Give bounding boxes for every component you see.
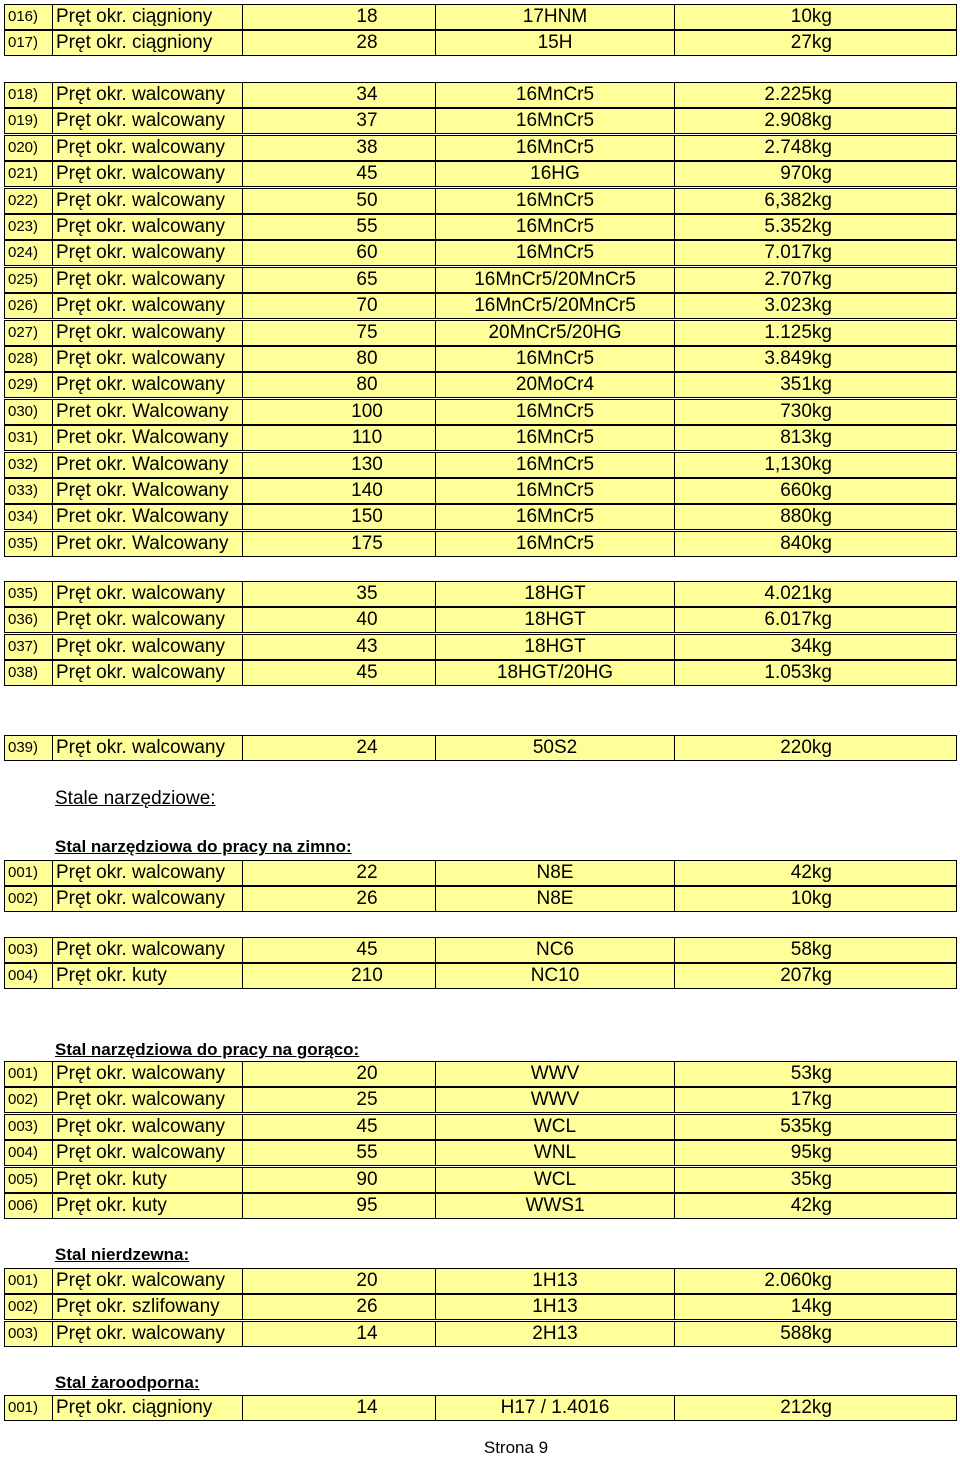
steel-grade: NC10 — [435, 963, 675, 989]
table-row — [4, 531, 957, 557]
diameter: 20 — [242, 1061, 436, 1087]
steel-grade: N8E — [435, 886, 675, 912]
product-name: Pręt okr. walcowany — [52, 82, 243, 108]
diameter: 14 — [242, 1321, 436, 1347]
weight: 813kg — [674, 425, 957, 451]
weight: 10kg — [674, 886, 957, 912]
diameter: 24 — [242, 735, 436, 761]
product-name: Pręt okr. walcowany — [52, 240, 243, 266]
row-number: 004) — [4, 963, 53, 989]
weight: 1,130kg — [674, 452, 957, 478]
table-row — [4, 1268, 957, 1294]
weight: 14kg — [674, 1294, 957, 1320]
diameter: 18 — [242, 4, 436, 30]
table-row — [4, 660, 957, 686]
table-row — [4, 1114, 957, 1140]
weight: 35kg — [674, 1167, 957, 1193]
row-number: 002) — [4, 886, 53, 912]
row-number: 036) — [4, 607, 53, 633]
product-name: Pręt okr. walcowany — [52, 937, 243, 963]
diameter: 100 — [242, 399, 436, 425]
table-row — [4, 1167, 957, 1193]
weight: 3.849kg — [674, 346, 957, 372]
product-name: Pręt okr. szlifowany — [52, 1294, 243, 1320]
weight: 6.017kg — [674, 607, 957, 633]
weight: 880kg — [674, 504, 957, 530]
row-number: 001) — [4, 1061, 53, 1087]
table-row — [4, 320, 957, 346]
diameter: 43 — [242, 634, 436, 660]
steel-grade: 18HGT — [435, 607, 675, 633]
steel-grade: WCL — [435, 1114, 675, 1140]
table-row — [4, 1140, 957, 1166]
table-row — [4, 886, 957, 912]
diameter: 28 — [242, 30, 436, 56]
weight: 2.060kg — [674, 1268, 957, 1294]
table-row — [4, 161, 957, 187]
subtitle-cold-work: Stal narzędziowa do pracy na zimno: — [55, 837, 352, 856]
product-name: Pręt okr. walcowany — [52, 581, 243, 607]
product-name: Pręt okr. Walcowany — [52, 478, 243, 504]
table-row — [4, 399, 957, 425]
diameter: 140 — [242, 478, 436, 504]
steel-grade: WWV — [435, 1061, 675, 1087]
steel-grade: 16MnCr5 — [435, 531, 675, 557]
diameter: 60 — [242, 240, 436, 266]
steel-grade: 16MnCr5 — [435, 240, 675, 266]
steel-grade: 1H13 — [435, 1294, 675, 1320]
table-row — [4, 1395, 957, 1421]
table-row — [4, 425, 957, 451]
table-row — [4, 82, 957, 108]
table-row — [4, 188, 957, 214]
steel-grade: 16MnCr5 — [435, 504, 675, 530]
row-number: 017) — [4, 30, 53, 56]
product-name: Pręt okr. kuty — [52, 1167, 243, 1193]
diameter: 45 — [242, 937, 436, 963]
table-row — [4, 240, 957, 266]
table-row — [4, 293, 957, 319]
product-name: Pręt okr. walcowany — [52, 135, 243, 161]
table-row — [4, 372, 957, 398]
row-number: 032) — [4, 452, 53, 478]
row-number: 027) — [4, 320, 53, 346]
row-number: 035) — [4, 581, 53, 607]
row-number: 024) — [4, 240, 53, 266]
weight: 10kg — [674, 4, 957, 30]
row-number: 025) — [4, 267, 53, 293]
table-row — [4, 735, 957, 761]
subtitle-heat-resistant: Stal żaroodporna: — [55, 1373, 200, 1392]
weight: 220kg — [674, 735, 957, 761]
table-row — [4, 963, 957, 989]
product-name: Pręt okr. walcowany — [52, 372, 243, 398]
row-number: 003) — [4, 1321, 53, 1347]
weight: 1.053kg — [674, 660, 957, 686]
row-number: 018) — [4, 82, 53, 108]
weight: 351kg — [674, 372, 957, 398]
product-name: Pręt okr. ciągniony — [52, 30, 243, 56]
steel-grade: 2H13 — [435, 1321, 675, 1347]
diameter: 14 — [242, 1395, 436, 1421]
row-number: 026) — [4, 293, 53, 319]
product-name: Pręt okr. walcowany — [52, 1114, 243, 1140]
steel-grade: 16MnCr5 — [435, 452, 675, 478]
section-title: Stale narzędziowe: — [55, 788, 216, 809]
steel-grade: 16MnCr5 — [435, 82, 675, 108]
table-row — [4, 1294, 957, 1320]
diameter: 38 — [242, 135, 436, 161]
weight: 53kg — [674, 1061, 957, 1087]
subtitle-hot-work: Stal narzędziowa do pracy na gorąco: — [55, 1040, 360, 1059]
weight: 840kg — [674, 531, 957, 557]
steel-grade: NC6 — [435, 937, 675, 963]
steel-grade: 50S2 — [435, 735, 675, 761]
table-row — [4, 267, 957, 293]
table-row — [4, 937, 957, 963]
diameter: 26 — [242, 886, 436, 912]
steel-grade: 16MnCr5 — [435, 135, 675, 161]
table-row — [4, 634, 957, 660]
product-name: Pręt okr. walcowany — [52, 735, 243, 761]
page-footer: Strona 9 — [483, 1438, 549, 1457]
product-name: Pręt okr. walcowany — [52, 1321, 243, 1347]
row-number: 023) — [4, 214, 53, 240]
diameter: 110 — [242, 425, 436, 451]
weight: 207kg — [674, 963, 957, 989]
weight: 58kg — [674, 937, 957, 963]
steel-grade: 20MoCr4 — [435, 372, 675, 398]
steel-grade: 1H13 — [435, 1268, 675, 1294]
weight: 2.225kg — [674, 82, 957, 108]
diameter: 70 — [242, 293, 436, 319]
diameter: 80 — [242, 372, 436, 398]
row-number: 022) — [4, 188, 53, 214]
product-name: Pręt okr. walcowany — [52, 346, 243, 372]
table-row — [4, 4, 957, 30]
diameter: 150 — [242, 504, 436, 530]
weight: 17kg — [674, 1087, 957, 1113]
diameter: 210 — [242, 963, 436, 989]
steel-grade: 16MnCr5 — [435, 214, 675, 240]
table-row — [4, 581, 957, 607]
row-number: 039) — [4, 735, 53, 761]
steel-grade: 16MnCr5 — [435, 425, 675, 451]
row-number: 016) — [4, 4, 53, 30]
row-number: 002) — [4, 1087, 53, 1113]
steel-grade: 16MnCr5 — [435, 188, 675, 214]
row-number: 002) — [4, 1294, 53, 1320]
row-number: 033) — [4, 478, 53, 504]
table-row — [4, 1061, 957, 1087]
diameter: 35 — [242, 581, 436, 607]
product-name: Pręt okr. walcowany — [52, 634, 243, 660]
steel-grade: 16MnCr5 — [435, 478, 675, 504]
table-row — [4, 1321, 957, 1347]
row-number: 034) — [4, 504, 53, 530]
diameter: 90 — [242, 1167, 436, 1193]
product-name: Pręt okr. walcowany — [52, 1087, 243, 1113]
row-number: 021) — [4, 161, 53, 187]
product-name: Pręt okr. walcowany — [52, 860, 243, 886]
product-name: Pręt okr. walcowany — [52, 161, 243, 187]
steel-grade: WWV — [435, 1087, 675, 1113]
diameter: 55 — [242, 1140, 436, 1166]
diameter: 50 — [242, 188, 436, 214]
table-row — [4, 135, 957, 161]
diameter: 25 — [242, 1087, 436, 1113]
steel-grade: 16MnCr5/20MnCr5 — [435, 267, 675, 293]
row-number: 001) — [4, 1395, 53, 1421]
row-number: 030) — [4, 399, 53, 425]
table-row — [4, 452, 957, 478]
diameter: 20 — [242, 1268, 436, 1294]
product-name: Pręt okr. walcowany — [52, 1061, 243, 1087]
diameter: 45 — [242, 161, 436, 187]
weight: 2.707kg — [674, 267, 957, 293]
row-number: 037) — [4, 634, 53, 660]
product-name: Pręt okr. walcowany — [52, 1140, 243, 1166]
product-name: Pręt okr. walcowany — [52, 660, 243, 686]
diameter: 130 — [242, 452, 436, 478]
diameter: 80 — [242, 346, 436, 372]
row-number: 038) — [4, 660, 53, 686]
weight: 5.352kg — [674, 214, 957, 240]
weight: 1.125kg — [674, 320, 957, 346]
weight: 730kg — [674, 399, 957, 425]
row-number: 001) — [4, 1268, 53, 1294]
product-name: Pręt okr. walcowany — [52, 1268, 243, 1294]
diameter: 45 — [242, 1114, 436, 1140]
weight: 970kg — [674, 161, 957, 187]
weight: 42kg — [674, 1193, 957, 1219]
product-name: Pręt okr. kuty — [52, 1193, 243, 1219]
table-row — [4, 860, 957, 886]
steel-grade: 16MnCr5/20MnCr5 — [435, 293, 675, 319]
weight: 535kg — [674, 1114, 957, 1140]
weight: 4.021kg — [674, 581, 957, 607]
weight: 660kg — [674, 478, 957, 504]
steel-grade: 16MnCr5 — [435, 108, 675, 134]
steel-grade: WWS1 — [435, 1193, 675, 1219]
product-name: Pręt okr. walcowany — [52, 886, 243, 912]
product-name: Pręt okr. walcowany — [52, 108, 243, 134]
weight: 2.908kg — [674, 108, 957, 134]
steel-grade: 18HGT/20HG — [435, 660, 675, 686]
table-row — [4, 30, 957, 56]
weight: 7.017kg — [674, 240, 957, 266]
table-row — [4, 346, 957, 372]
steel-grade: 16MnCr5 — [435, 346, 675, 372]
table-row — [4, 108, 957, 134]
subtitle-stainless: Stal nierdzewna: — [55, 1245, 190, 1264]
diameter: 22 — [242, 860, 436, 886]
steel-grade: 15H — [435, 30, 675, 56]
row-number: 003) — [4, 937, 53, 963]
weight: 42kg — [674, 860, 957, 886]
table-row — [4, 504, 957, 530]
product-name: Pret okr. Walcowany — [52, 504, 243, 530]
weight: 6,382kg — [674, 188, 957, 214]
product-name: Pręt okr. ciągniony — [52, 4, 243, 30]
steel-grade: 18HGT — [435, 634, 675, 660]
product-name: Pręt okr. walcowany — [52, 188, 243, 214]
weight: 3.023kg — [674, 293, 957, 319]
product-name: Pret okr. Walcowany — [52, 531, 243, 557]
weight: 2.748kg — [674, 135, 957, 161]
row-number: 004) — [4, 1140, 53, 1166]
product-name: Pręt okr. walcowany — [52, 214, 243, 240]
product-name: Pret okr. Walcowany — [52, 399, 243, 425]
steel-grade: 18HGT — [435, 581, 675, 607]
diameter: 37 — [242, 108, 436, 134]
steel-grade: WCL — [435, 1167, 675, 1193]
row-number: 020) — [4, 135, 53, 161]
diameter: 75 — [242, 320, 436, 346]
product-name: Pret okr. Walcowany — [52, 452, 243, 478]
row-number: 031) — [4, 425, 53, 451]
steel-grade: 16MnCr5 — [435, 399, 675, 425]
table-row — [4, 1087, 957, 1113]
steel-grade: H17 / 1.4016 — [435, 1395, 675, 1421]
table-row — [4, 478, 957, 504]
row-number: 029) — [4, 372, 53, 398]
diameter: 40 — [242, 607, 436, 633]
product-name: Pręt okr. walcowany — [52, 293, 243, 319]
steel-grade: 17HNM — [435, 4, 675, 30]
row-number: 003) — [4, 1114, 53, 1140]
steel-grade: 20MnCr5/20HG — [435, 320, 675, 346]
diameter: 55 — [242, 214, 436, 240]
table-row — [4, 214, 957, 240]
table-row — [4, 1193, 957, 1219]
product-name: Pręt okr. ciągniony — [52, 1395, 243, 1421]
row-number: 005) — [4, 1167, 53, 1193]
product-name: Pręt okr. kuty — [52, 963, 243, 989]
weight: 34kg — [674, 634, 957, 660]
weight: 588kg — [674, 1321, 957, 1347]
weight: 27kg — [674, 30, 957, 56]
row-number: 035) — [4, 531, 53, 557]
product-name: Pręt okr. walcowany — [52, 607, 243, 633]
diameter: 26 — [242, 1294, 436, 1320]
steel-grade: WNL — [435, 1140, 675, 1166]
steel-grade: N8E — [435, 860, 675, 886]
product-name: Pret okr. Walcowany — [52, 425, 243, 451]
steel-grade: 16HG — [435, 161, 675, 187]
row-number: 028) — [4, 346, 53, 372]
diameter: 45 — [242, 660, 436, 686]
weight: 212kg — [674, 1395, 957, 1421]
row-number: 006) — [4, 1193, 53, 1219]
row-number: 019) — [4, 108, 53, 134]
diameter: 65 — [242, 267, 436, 293]
product-name: Pręt okr. walcowany — [52, 320, 243, 346]
diameter: 95 — [242, 1193, 436, 1219]
table-row — [4, 607, 957, 633]
row-number: 001) — [4, 860, 53, 886]
product-name: Pręt okr. walcowany — [52, 267, 243, 293]
diameter: 175 — [242, 531, 436, 557]
diameter: 34 — [242, 82, 436, 108]
weight: 95kg — [674, 1140, 957, 1166]
